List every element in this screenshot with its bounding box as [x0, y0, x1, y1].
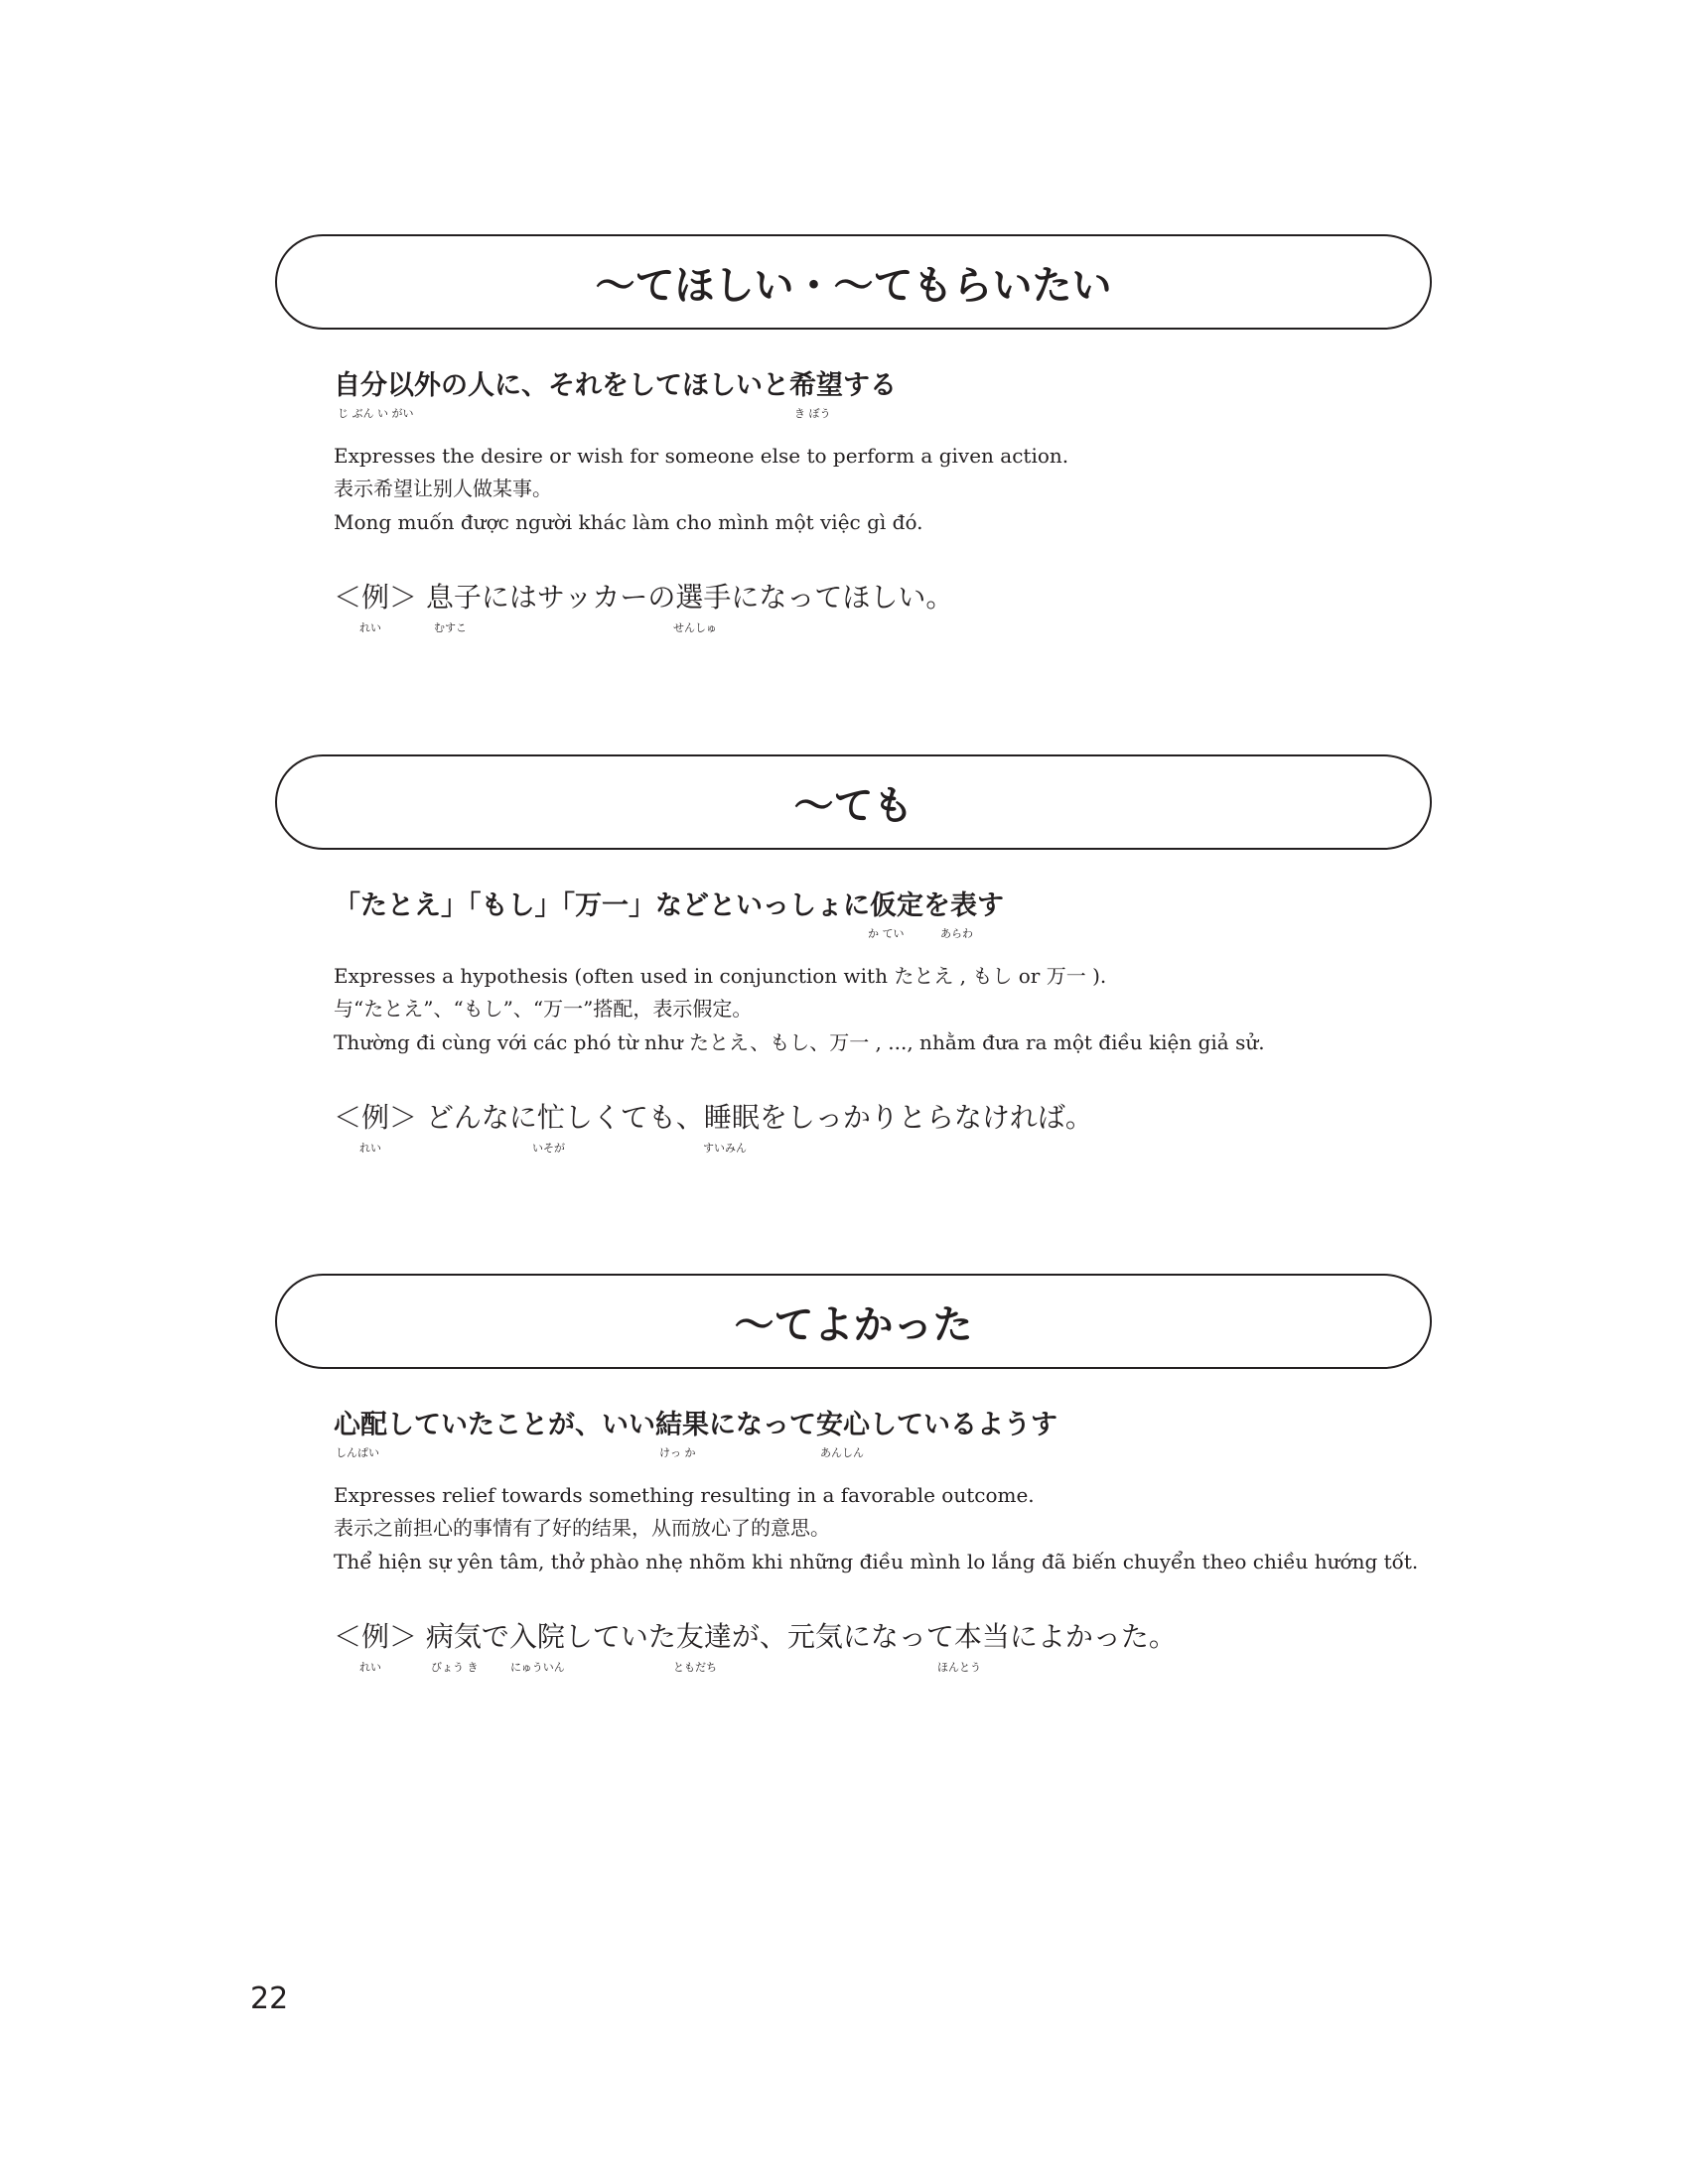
section-title: 〜てほしい・〜てもらいたい — [275, 234, 1432, 330]
example-sentence: ＜例＞ どんなに忙しくても、睡眠をしっかりとらなければ。 — [334, 1101, 1093, 1134]
subhead-ruby: けっ か — [659, 1446, 696, 1459]
section-subhead: 心配していたことが、いい結果になって安心しているようす — [334, 1410, 1057, 1440]
english-explanation: Expresses the desire or wish for someone else to perform a given action. — [334, 444, 1069, 468]
example-ruby: ほんとう — [937, 1661, 981, 1674]
example-ruby: ともだち — [673, 1661, 717, 1674]
section-subhead: 自分以外の人に、それをしてほしいと希望する — [334, 370, 897, 401]
section-title: 〜ても — [275, 754, 1432, 850]
vietnamese-explanation: Thể hiện sự yên tâm, thở phào nhẹ nhõm khi những điều mình lo lắng đã biến chuyển theo chiều hướng tốt. — [334, 1550, 1419, 1573]
vietnamese-explanation: Thường đi cùng với các phó từ như たとえ、もし、万一 , ..., nhằm đưa ra một điều kiện giả sử. — [334, 1030, 1265, 1054]
example-ruby: れい — [359, 1661, 381, 1674]
page-number: 22 — [250, 1981, 289, 2016]
section-title: 〜てよかった — [275, 1274, 1432, 1369]
chinese-explanation: 与“たとえ”、“もし”、“万一”搭配，表示假定。 — [334, 997, 753, 1021]
example-sentence: ＜例＞ 病気で入院していた友達が、元気になって本当によかった。 — [334, 1620, 1177, 1653]
chinese-explanation: 表示之前担心的事情有了好的结果，从而放心了的意思。 — [334, 1516, 830, 1540]
subhead-ruby: か てい — [868, 927, 905, 940]
chinese-explanation: 表示希望让别人做某事。 — [334, 477, 552, 500]
example-ruby: れい — [359, 621, 381, 634]
subhead-ruby: あらわ — [940, 927, 973, 940]
example-ruby: びょう き — [431, 1661, 479, 1674]
english-explanation: Expresses a hypothesis (often used in conjunction with たとえ , もし or 万一 ). — [334, 964, 1107, 988]
example-ruby: いそが — [532, 1142, 565, 1155]
subhead-ruby: き ぼう — [794, 407, 831, 420]
subhead-ruby: あんしん — [820, 1446, 864, 1459]
example-ruby: れい — [359, 1142, 381, 1155]
vietnamese-explanation: Mong muốn được người khác làm cho mình một việc gì đó. — [334, 510, 923, 534]
example-ruby: むすこ — [434, 621, 467, 634]
example-ruby: せんしゅ — [673, 621, 717, 634]
section-subhead: 「たとえ」「もし」「万一」などといっしょに仮定を表す — [334, 890, 1004, 921]
subhead-ruby: じ ぶん い がい — [338, 407, 414, 420]
subhead-ruby: しんぱい — [336, 1446, 379, 1459]
example-ruby: すいみん — [703, 1142, 747, 1155]
example-sentence: ＜例＞ 息子にはサッカーの選手になってほしい。 — [334, 581, 954, 614]
example-ruby: にゅういん — [510, 1661, 565, 1674]
english-explanation: Expresses relief towards something resulting in a favorable outcome. — [334, 1483, 1035, 1507]
